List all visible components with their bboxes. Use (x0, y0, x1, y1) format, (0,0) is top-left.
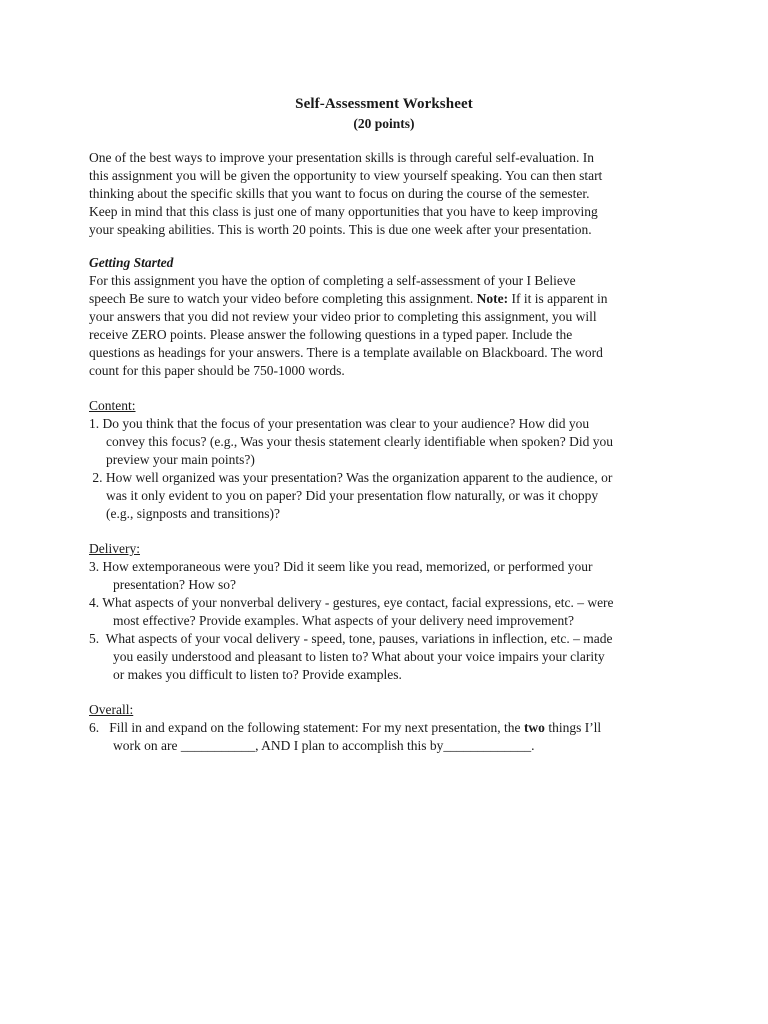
document-subtitle: (20 points) (353, 116, 415, 131)
question-text: 6. Fill in and expand on the following statement: For my next presentation, the (89, 720, 524, 735)
question-line (89, 719, 689, 737)
intro-paragraph (89, 149, 689, 239)
emphasis-text: two (523, 720, 545, 735)
question-line: convey this focus? (e.g., Was your thesis statement clearly identifiable when spoken? Did you (106, 434, 614, 449)
question-line: or makes you difficult to listen to? Provide examples. (113, 667, 402, 682)
question-line: 4. What aspects of your nonverbal delivery - gestures, eye contact, facial expressions, etc. – were (89, 595, 614, 610)
getting-started-line: count for this paper should be 750-1000 words. (89, 363, 345, 378)
question-line: work on are ___________, AND I plan to accomplish this by_____________. (113, 738, 535, 753)
question-line: 2. How well organized was your presentation? Was the organization apparent to the audience, or (89, 470, 613, 485)
getting-started-line: questions as headings for your answers. There is a template available on Blackboard. The word (89, 345, 603, 360)
intro-line: thinking about the specific skills that you want to focus on during the course of the semester. (89, 186, 590, 201)
question-5 (89, 630, 689, 684)
overall-heading: Overall: (89, 702, 134, 717)
document-title: Self-Assessment Worksheet (295, 96, 473, 112)
getting-started-line: your answers that you did not review your video prior to completing this assignment, you will (89, 309, 597, 324)
question-line: 1. Do you think that the focus of your presentation was clear to your audience? How did you (89, 416, 590, 431)
intro-line: One of the best ways to improve your presentation skills is through careful self-evaluation. In (89, 150, 594, 165)
getting-started-line (89, 290, 689, 308)
question-line: presentation? How so? (113, 577, 236, 592)
question-line: most effective? Provide examples. What aspects of your delivery need improvement? (113, 613, 574, 628)
intro-line: this assignment you will be given the opportunity to view yourself speaking. You can then start (89, 168, 603, 183)
intro-line: your speaking abilities. This is worth 20 points. This is due one week after your presentation. (89, 222, 592, 237)
intro-line: Keep in mind that this class is just one of many opportunities that you have to keep improving (89, 204, 598, 219)
getting-started-text: If it is apparent in (508, 291, 608, 306)
question-6 (89, 719, 689, 755)
question-line: preview your main points?) (106, 452, 255, 467)
content-heading: Content: (89, 398, 136, 413)
note-label: Note: (476, 291, 509, 306)
getting-started-text: speech Be sure to watch your video before completing this assignment. (89, 291, 477, 306)
question-text: things I’ll (544, 720, 602, 735)
question-line: 3. How extemporaneous were you? Did it seem like you read, memorized, or performed your (89, 559, 593, 574)
question-4 (89, 594, 689, 630)
question-line: was it only evident to you on paper? Did your presentation flow naturally, or was it choppy (106, 488, 599, 503)
question-line: 5. What aspects of your vocal delivery - speed, tone, pauses, variations in inflection, etc. – made (89, 631, 613, 646)
question-3 (89, 558, 689, 594)
getting-started-line: receive ZERO points. Please answer the following questions in a typed paper. Include the (89, 327, 573, 342)
question-2 (89, 469, 689, 523)
question-line: you easily understood and pleasant to listen to? What about your voice impairs your clarity (113, 649, 605, 664)
question-1 (89, 415, 689, 469)
delivery-heading: Delivery: (89, 541, 140, 556)
question-line: (e.g., signposts and transitions)? (106, 506, 280, 521)
getting-started-heading: Getting Started (89, 255, 174, 270)
getting-started-paragraph (89, 272, 689, 380)
getting-started-line: For this assignment you have the option of completing a self-assessment of your I Believe (89, 273, 576, 288)
